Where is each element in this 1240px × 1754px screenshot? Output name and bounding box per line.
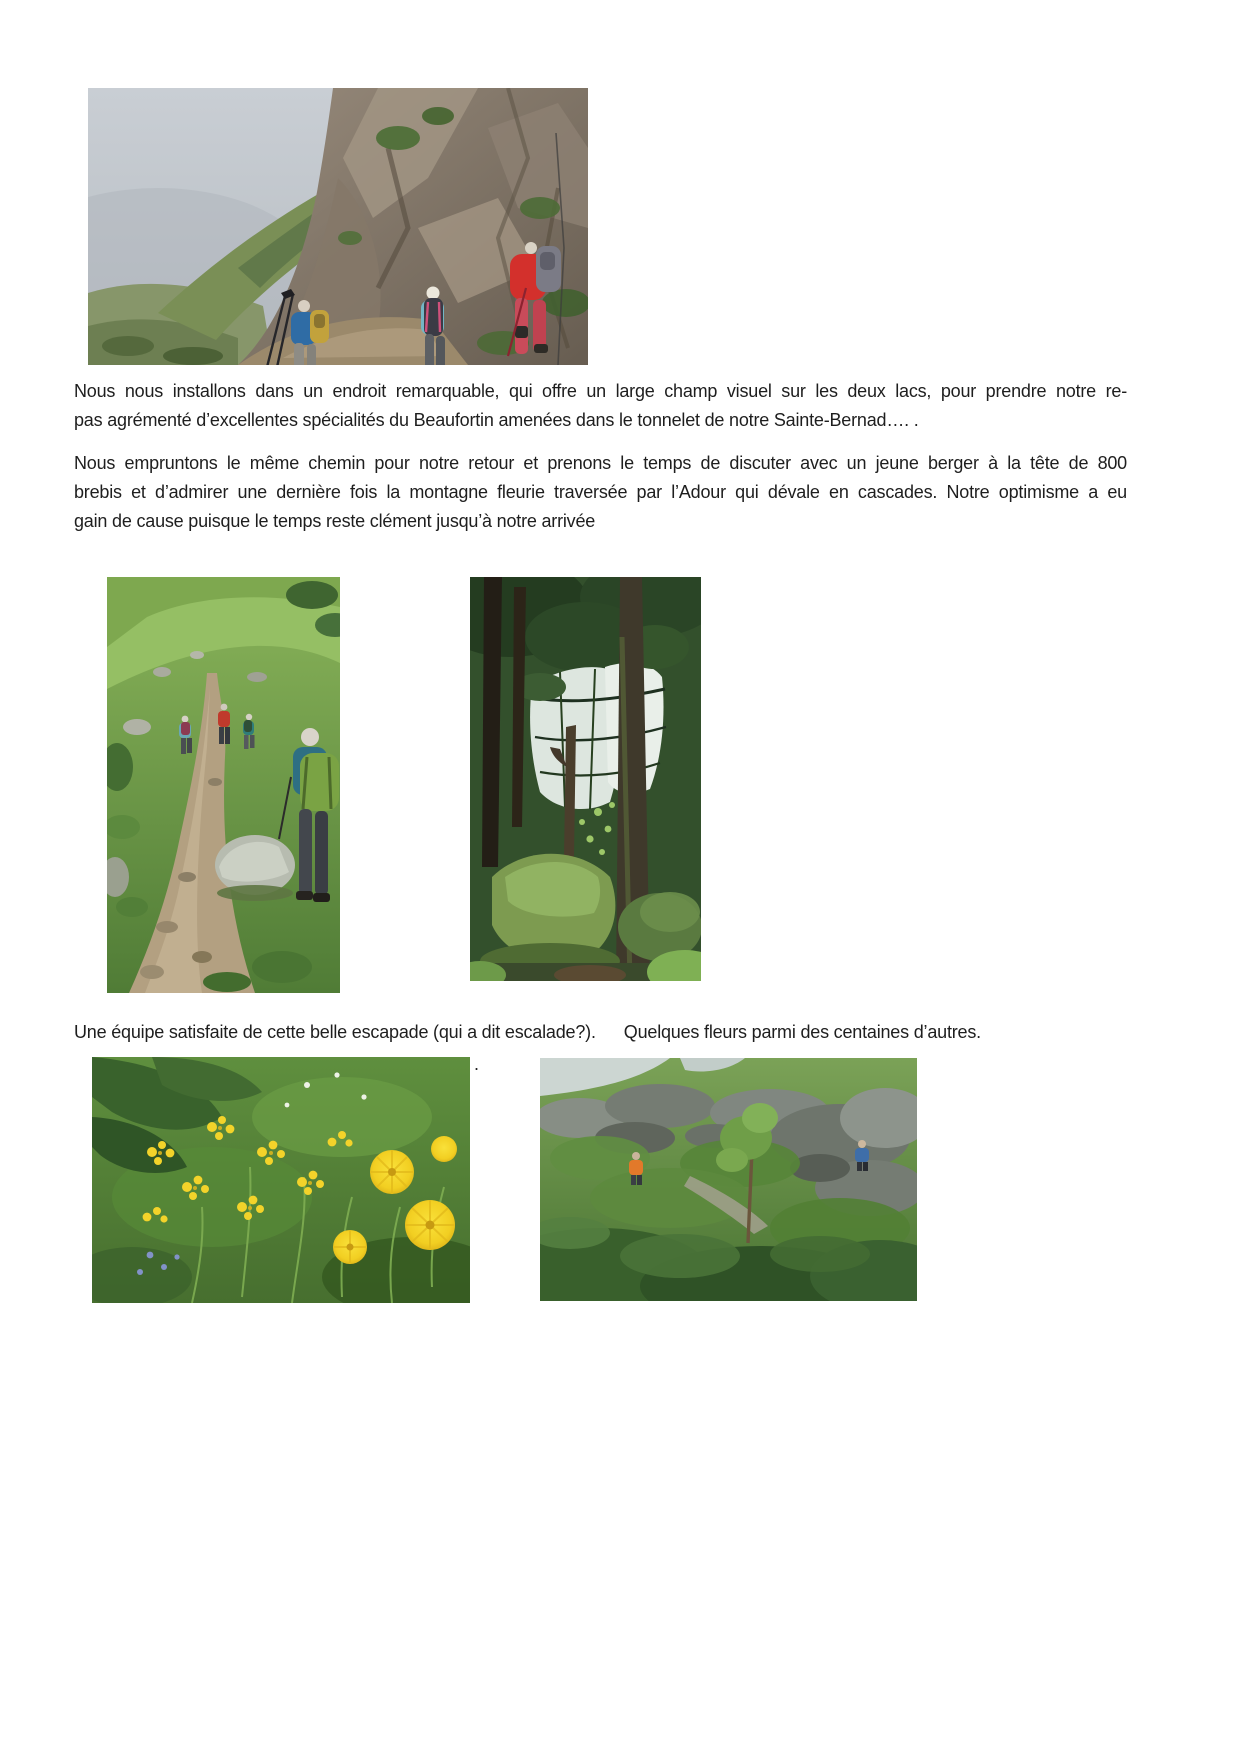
photos-caption xyxy=(74,1018,1184,1047)
photo-forest-mossy-rocks xyxy=(470,577,701,981)
photo-mountainside-hikers xyxy=(540,1058,917,1301)
paragraph-line: gain de cause puisque le temps reste clément jusqu’à notre arrivée xyxy=(74,511,596,531)
paragraph-retour xyxy=(74,449,1127,536)
stray-period: . xyxy=(474,1054,480,1074)
trail-illustration xyxy=(107,577,340,993)
caption-team: Une équipe satisfaite de cette belle escapade (qui a dit escalade?). xyxy=(74,1022,596,1042)
forest-illustration xyxy=(470,577,701,981)
photo-trail-hikers xyxy=(107,577,340,993)
photo-yellow-flowers xyxy=(92,1057,470,1303)
mountainside-illustration xyxy=(540,1058,917,1301)
paragraph-repas xyxy=(74,377,1127,435)
caption-flowers: Quelques fleurs parmi des centaines d’autres. xyxy=(623,1022,981,1042)
photo-foggy-cliff-hikers xyxy=(88,88,588,365)
paragraph-line: Nous nous installons dans un endroit remarquable, qui offre un large champ visuel sur les deux lacs, pour prendre notre re- xyxy=(74,381,1127,401)
paragraph-line: brebis et d’admirer une dernière fois la montagne fleurie traversée par l’Adour qui dévale en cascades. Notre optimisme a eu xyxy=(74,482,1127,502)
paragraph-line: Nous empruntons le même chemin pour notre retour et prenons le temps de discuter avec un jeune berger à la tête de 800 xyxy=(74,453,1127,473)
flowers-illustration xyxy=(92,1057,470,1303)
paragraph-line: pas agrémenté d’excellentes spécialités du Beaufortin amenées dans le tonnelet de notre Sainte-Bernad…. . xyxy=(74,410,919,430)
foggy-cliff-illustration xyxy=(88,88,588,365)
